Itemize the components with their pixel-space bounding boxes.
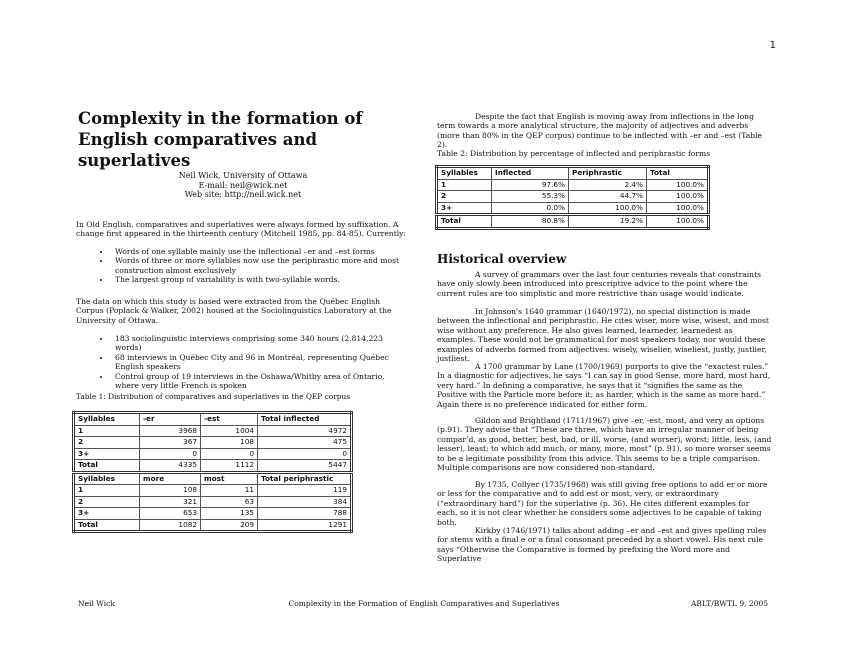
table-header-cell: Total <box>647 167 709 180</box>
collyer-text: By 1735, Collyer (1735/1968) was still giving free options to add er or more or less for the comparative and to add est or most, very, or extraordinary (“extraordinary hard”) for the superlative (p. 36). He cites different examples for each, so it is not clear whether he considers some adjectives to be capable of taking both. <box>437 480 768 527</box>
page-number: 1 <box>769 40 776 51</box>
list-item: • Words of three or more syllables now use the periphrastic more and most construction almost exclusively <box>111 256 410 275</box>
lane-text: A 1700 grammar by Lane (1700/1969) purports to give the “exactest rules.” In a diagnostic for adjectives, he says “I can say in good Sense, more hard, most hard, very hard.” In defining a comparative, he says that it “signifies the same as the Positive with the Particle more before it; as harder, which is the same as more hard.” Again there is no preference indicated for either form. <box>437 362 770 409</box>
table-cell: 97.6% <box>492 179 569 191</box>
table-cell: 100.0% <box>647 202 709 215</box>
table-cell: Total <box>74 460 140 473</box>
table-cell: 1 <box>74 485 140 497</box>
table-header-cell: more <box>140 472 201 485</box>
section-heading-historical-overview: Historical overview <box>437 252 567 266</box>
table-cell: 3+ <box>437 202 492 215</box>
table-cell: 2.4% <box>569 179 647 191</box>
right-intro-paragraph <box>437 112 772 150</box>
author-email: E-mail: neil@wick.net <box>198 180 288 190</box>
table-cell: 100.0% <box>647 215 709 229</box>
table-total-row <box>437 215 709 229</box>
table-header-row <box>74 413 352 426</box>
paper-title: Complexity in the formation of English comparatives and superlatives <box>78 109 363 170</box>
table-cell: 367 <box>140 437 201 449</box>
table-cell: 3+ <box>74 508 140 520</box>
johnson-text: In Johnson's 1640 grammar (1640/1972), no special distinction is made between the inflectional and periphrastic. He cites wiser, more wise, wisest, and most wise without any preference. He also gives learned, learneder, learnedest as examples. These would not be grammatical for most speakers today, nor would these examples of adverbs formed from adjectives: wisely, wiselier, wiseliest, justly, justlier, justliest. <box>437 307 769 364</box>
table-row <box>74 448 352 460</box>
list-item: • 68 interviews in Québec City and 96 in Montréal, representing Québec English speakers <box>111 353 410 372</box>
table-cell: 209 <box>201 519 258 532</box>
table-header-row <box>437 167 709 180</box>
bullet-list-1 <box>76 247 410 285</box>
table-header-cell: -est <box>201 413 258 426</box>
author-block <box>78 171 408 200</box>
author-website: Web site: http://neil.wick.net <box>184 190 302 199</box>
table-total-row <box>74 460 352 473</box>
table-cell: 384 <box>258 496 352 508</box>
table-cell: 0 <box>140 448 201 460</box>
survey-paragraph <box>437 270 772 298</box>
table-cell: 788 <box>258 508 352 520</box>
table-cell: 1112 <box>201 460 258 473</box>
table-cell: 2 <box>74 437 140 449</box>
table-header-row <box>74 472 352 485</box>
table-cell: 0 <box>201 448 258 460</box>
gildon-paragraph <box>437 416 772 472</box>
table-header-cell: Syllables <box>437 167 492 180</box>
table-header-cell: -er <box>140 413 201 426</box>
table-cell: 475 <box>258 437 352 449</box>
table1 <box>72 411 353 533</box>
data-paragraph <box>76 297 410 325</box>
table-cell: 100.0% <box>647 179 709 191</box>
table-row <box>74 425 352 437</box>
table-header-cell: Syllables <box>74 472 140 485</box>
table-header-cell: Syllables <box>74 413 140 426</box>
table-header-cell: Total periphrastic <box>258 472 352 485</box>
table-cell: 108 <box>140 485 201 497</box>
table-row <box>74 485 352 497</box>
table-header-cell: Inflected <box>492 167 569 180</box>
table-cell: 0.0% <box>492 202 569 215</box>
johnson-paragraph <box>437 307 772 363</box>
table-header-cell: Periphrastic <box>569 167 647 180</box>
kirkby-paragraph <box>437 526 772 564</box>
lane-paragraph <box>437 362 772 409</box>
table-header-cell: most <box>201 472 258 485</box>
table-cell: 119 <box>258 485 352 497</box>
footer-title: Complexity in the Formation of English Comparatives and Superlatives <box>288 599 560 608</box>
table-row <box>437 191 709 203</box>
table-cell: 63 <box>201 496 258 508</box>
table-cell: 0 <box>258 448 352 460</box>
survey-text: A survey of grammars over the last four centuries reveals that constraints have only slowly been introduced into prescriptive advice to the point where the current rules are too simplistic and more restrictive than usage would indicate. <box>437 270 762 298</box>
author-name: Neil Wick, University of Ottawa <box>178 171 308 180</box>
bullet-list-2 <box>76 334 410 390</box>
table-cell: 1291 <box>258 519 352 532</box>
table-cell: 100.0% <box>647 191 709 203</box>
list-item: • Control group of 19 interviews in the Oshawa/Whitby area of Ontario, where very little French is spoken <box>111 372 410 391</box>
table-cell: 4335 <box>140 460 201 473</box>
table-cell: 1 <box>74 425 140 437</box>
table-cell: 1082 <box>140 519 201 532</box>
footer-journal: ABLT/BWTL 9, 2005 <box>690 599 768 608</box>
data-text: The data on which this study is based were extracted from the Québec English Corpus (Poplack & Walker, 2002) housed at the Sociolinguistics Laboratory at the University of Ottawa. <box>76 297 392 325</box>
table-cell: 321 <box>140 496 201 508</box>
table-total-row <box>74 519 352 532</box>
table-row <box>74 508 352 520</box>
table-cell: 2 <box>74 496 140 508</box>
list-item: • Words of one syllable mainly use the inflectional –er and –est forms <box>111 247 410 256</box>
table-cell: 80.8% <box>492 215 569 229</box>
table-cell: 108 <box>201 437 258 449</box>
table-cell: 3+ <box>74 448 140 460</box>
table-cell: 3968 <box>140 425 201 437</box>
kirkby-text: Kirkby (1746/1971) talks about adding –er and –est and gives spelling rules for stems with a final e or a final consonant preceded by a short vowel. His next rule says “Otherwise the Comparative is formed by prefixing the Word more and Superlative <box>437 526 767 564</box>
table2-caption: Table 2: Distribution by percentage of inflected and periphrastic forms <box>437 149 711 158</box>
table-cell: Total <box>74 519 140 532</box>
table-row <box>74 496 352 508</box>
table-cell: Total <box>437 215 492 229</box>
table-cell: 44.7% <box>569 191 647 203</box>
table-cell: 1004 <box>201 425 258 437</box>
table-cell: 653 <box>140 508 201 520</box>
table-cell: 19.2% <box>569 215 647 229</box>
table-cell: 11 <box>201 485 258 497</box>
footer-author: Neil Wick <box>78 599 115 608</box>
right-intro-text: Despite the fact that English is moving away from inflections in the long term towards a more analytical structure, the majority of adjectives and adverbs (more than 80% in the QEP corpus) continue to be inflected with –er and –est (Table 2). <box>437 112 763 150</box>
table-header-cell: Total inflected <box>258 413 352 426</box>
table-cell: 55.3% <box>492 191 569 203</box>
table-row <box>437 202 709 215</box>
table-row <box>74 437 352 449</box>
list-item: • The largest group of variability is with two-syllable words. <box>111 275 410 284</box>
table-cell: 100.0% <box>569 202 647 215</box>
intro-paragraph <box>76 220 410 239</box>
table-cell: 135 <box>201 508 258 520</box>
table-cell: 4972 <box>258 425 352 437</box>
table-cell: 5447 <box>258 460 352 473</box>
collyer-paragraph <box>437 480 772 527</box>
list-item: • 183 sociolinguistic interviews comprising some 340 hours (2,814,223 words) <box>111 334 410 353</box>
intro-text: In Old English, comparatives and superlatives were always formed by suffixation. A change first appeared in the thirteenth century (Mitchell 1985, pp. 84-85). Currently: <box>76 220 407 239</box>
table-cell: 1 <box>437 179 492 191</box>
table1-caption: Table 1: Distribution of comparatives and superlatives in the QEP corpus <box>76 392 351 401</box>
table-row <box>437 179 709 191</box>
table2 <box>435 165 710 230</box>
table-cell: 2 <box>437 191 492 203</box>
gildon-text: Gildon and Brightland (1711/1967) give –er, -est, most, and very as options (p.91). They advise that “These are three, which have an irregular manner of being compar’d, as good, better, best, bad, or ill, worse, (and worser), worst; little, less, (and lesser), least; to which add much, or many, more, most” (p. 91), so more worser seems to be a legitimate possibility from this advice. This seems to be a triple comparison. Multiple comparisons are now considered non-standard. <box>437 416 772 473</box>
